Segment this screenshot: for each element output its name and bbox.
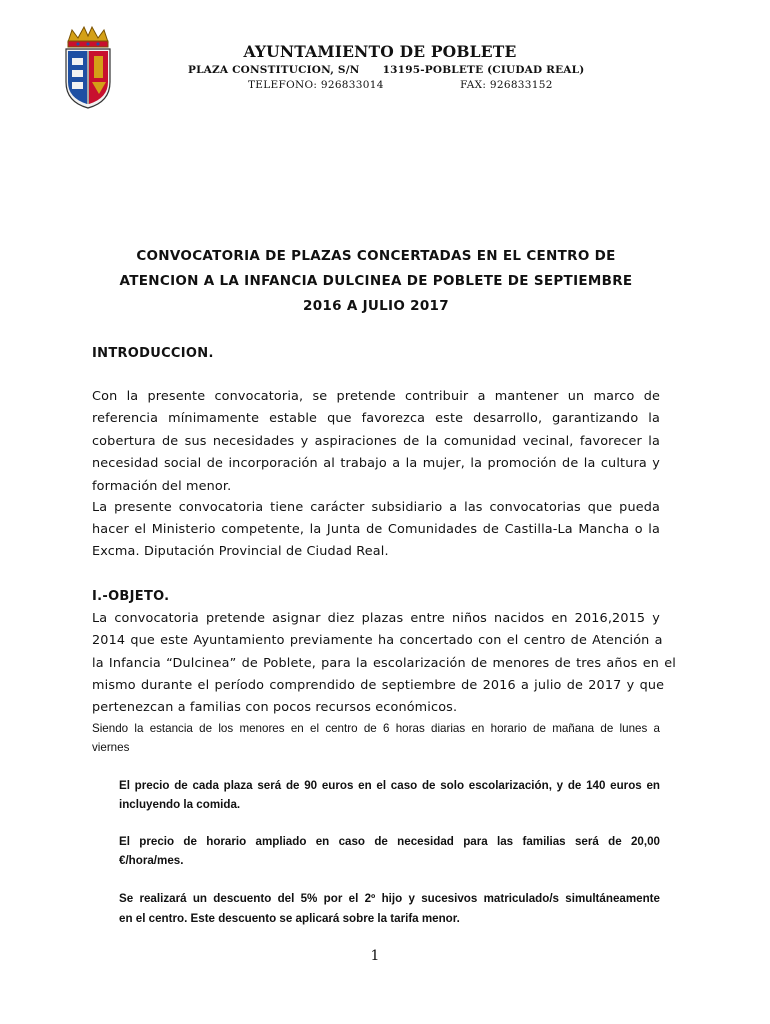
intro-line: hacer el Ministerio competente, la Junta de Comunidades de Castilla-La Mancha o la: [92, 522, 660, 537]
intro-line: formación del menor.: [92, 479, 232, 494]
document-title-line-3: 2016 A JULIO 2017: [303, 298, 449, 314]
objeto-heading: I.-OBJETO.: [92, 589, 170, 604]
extended-hours-line: El precio de horario ampliado en caso de necesidad para las familias será de 20,00: [119, 835, 660, 848]
objeto-line: mismo durante el período comprendido de septiembre de 2016 a julio de 2017 y que: [92, 678, 665, 693]
page-number: 1: [370, 948, 380, 964]
coat-of-arms-icon: [62, 24, 114, 110]
discount-line: Se realizará un descuento del 5% por el 2º hijo y sucesivos matriculado/s simultáneamente: [119, 892, 660, 905]
extended-hours-line: €/hora/mes.: [119, 854, 184, 867]
document-title-line-1: CONVOCATORIA DE PLAZAS CONCERTADAS EN EL CENTRO DE: [136, 248, 616, 264]
intro-line: referencia mínimamente estable que favorezca este desarrollo, garantizando la: [92, 411, 660, 426]
schedule-line: Siendo la estancia de los menores en el centro de 6 horas diarias en horario de mañana de lunes a: [92, 722, 660, 735]
intro-line: necesidad social de incorporación al trabajo a la mujer, la promoción de la cultura y: [92, 456, 660, 471]
intro-line: Con la presente convocatoria, se pretende contribuir a mantener un marco de: [92, 389, 660, 404]
intro-line: La presente convocatoria tiene carácter subsidiario a las convocatorias que pueda: [92, 500, 660, 515]
objeto-line: 2014 que este Ayuntamiento previamente ha concertado con el centro de Atención a: [92, 633, 663, 648]
address-line: PLAZA CONSTITUCION, S/N 13195-POBLETE (CIUDAD REAL): [188, 64, 585, 76]
objeto-line: la Infancia “Dulcinea” de Poblete, para la escolarización de menores de tres años en el: [92, 656, 676, 671]
price-line: incluyendo la comida.: [119, 798, 241, 811]
objeto-line: La convocatoria pretende asignar diez plazas entre niños nacidos en 2016,2015 y: [92, 611, 660, 626]
discount-line: en el centro. Este descuento se aplicará sobre la tarifa menor.: [119, 912, 460, 925]
intro-line: cobertura de sus necesidades y aspiraciones de la comunidad vecinal, favorecer la: [92, 434, 660, 449]
intro-heading: INTRODUCCION.: [92, 346, 214, 361]
objeto-line: pertenezcan a familias con pocos recursos económicos.: [92, 700, 458, 715]
schedule-line: viernes: [92, 741, 130, 754]
intro-line: Excma. Diputación Provincial de Ciudad Real.: [92, 544, 389, 559]
document-title-line-2: ATENCION A LA INFANCIA DULCINEA DE POBLETE DE SEPTIEMBRE: [119, 273, 633, 289]
town-hall-name: AYUNTAMIENTO DE POBLETE: [243, 42, 517, 61]
price-line: El precio de cada plaza será de 90 euros en el caso de solo escolarización, y de 140 euros en: [119, 779, 660, 792]
phone-fax-line: TELEFONO: 926833014 FAX: 926833152: [248, 79, 553, 91]
